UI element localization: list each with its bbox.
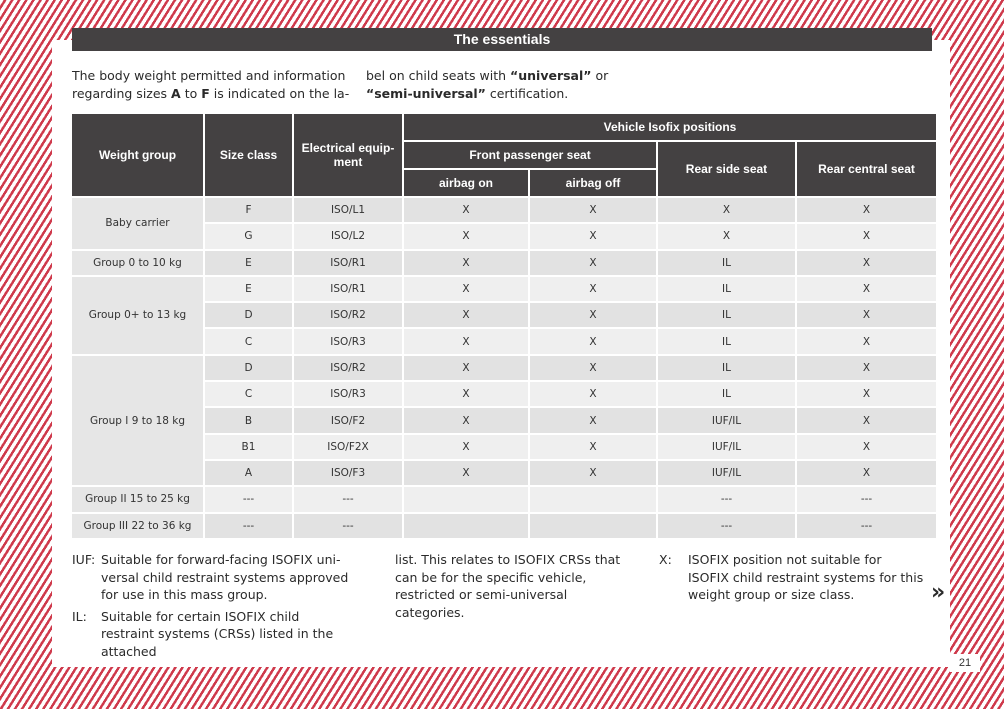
table-body bbox=[72, 198, 936, 540]
airbag-off-cell: X bbox=[530, 461, 656, 487]
airbag-on-cell bbox=[404, 514, 528, 540]
intro-bold-semi-universal: “semi-universal” bbox=[366, 85, 486, 101]
rear-central-cell: X bbox=[797, 224, 936, 250]
rear-central-cell: X bbox=[797, 356, 936, 382]
airbag-on-cell: X bbox=[404, 251, 528, 277]
intro-bold-f: F bbox=[201, 85, 210, 101]
table-row bbox=[72, 251, 936, 277]
rear-central-cell: X bbox=[797, 198, 936, 224]
airbag-off-cell: X bbox=[530, 382, 656, 408]
intro-text: certification. bbox=[485, 85, 569, 101]
legend-text: Suitable for forward-facing ISOFIX uni-versal child restraint systems approved for use in this mass group. bbox=[101, 552, 349, 602]
header-weight-group: Weight group bbox=[72, 114, 203, 198]
rear-side-cell: --- bbox=[658, 514, 795, 540]
intro-text-right bbox=[366, 67, 646, 102]
page-number: 21 bbox=[950, 654, 980, 672]
airbag-on-cell: X bbox=[404, 435, 528, 461]
airbag-on-cell: X bbox=[404, 461, 528, 487]
legend-column-1 bbox=[72, 551, 352, 664]
header-airbag-on: airbag on bbox=[404, 170, 528, 198]
size-class-cell: --- bbox=[205, 487, 292, 513]
intro-text: bel on child seats with bbox=[366, 68, 511, 83]
header-electrical-equipment: Electrical equip-ment bbox=[294, 114, 402, 198]
rear-side-cell: IUF/IL bbox=[658, 461, 795, 487]
rear-central-cell: X bbox=[797, 461, 936, 487]
weight-group-cell: Group III 22 to 36 kg bbox=[72, 514, 203, 540]
legend-key: X: bbox=[659, 552, 672, 567]
equipment-cell: ISO/L2 bbox=[294, 224, 402, 250]
airbag-off-cell: X bbox=[530, 224, 656, 250]
airbag-off-cell: X bbox=[530, 277, 656, 303]
rear-side-cell: IUF/IL bbox=[658, 408, 795, 434]
isofix-table bbox=[70, 114, 938, 540]
rear-side-cell: IL bbox=[658, 303, 795, 329]
size-class-cell: F bbox=[205, 198, 292, 224]
airbag-on-cell bbox=[404, 487, 528, 513]
rear-central-cell: X bbox=[797, 382, 936, 408]
airbag-on-cell: X bbox=[404, 224, 528, 250]
equipment-cell: ISO/L1 bbox=[294, 198, 402, 224]
rear-side-cell: X bbox=[658, 198, 795, 224]
intro-text: or bbox=[591, 68, 609, 83]
rear-side-cell: IL bbox=[658, 277, 795, 303]
weight-group-cell: Group II 15 to 25 kg bbox=[72, 487, 203, 513]
airbag-off-cell: X bbox=[530, 356, 656, 382]
intro-bold-a: A bbox=[171, 85, 181, 101]
intro-text-left bbox=[72, 67, 352, 102]
size-class-cell: E bbox=[205, 251, 292, 277]
table-row bbox=[72, 277, 936, 303]
next-page-arrow-icon[interactable]: » bbox=[931, 580, 946, 605]
equipment-cell: ISO/F2 bbox=[294, 408, 402, 434]
equipment-cell: ISO/R3 bbox=[294, 329, 402, 355]
legend-item-iuf bbox=[72, 551, 352, 604]
rear-central-cell: X bbox=[797, 408, 936, 434]
airbag-on-cell: X bbox=[404, 356, 528, 382]
airbag-off-cell bbox=[530, 514, 656, 540]
size-class-cell: D bbox=[205, 303, 292, 329]
equipment-cell: ISO/R3 bbox=[294, 382, 402, 408]
header-rear-side-seat: Rear side seat bbox=[658, 142, 795, 198]
intro-text: The body weight permitted and information regarding sizes bbox=[72, 68, 346, 101]
size-class-cell: E bbox=[205, 277, 292, 303]
rear-side-cell: X bbox=[658, 224, 795, 250]
legend-item-il-continued bbox=[395, 551, 640, 621]
rear-central-cell: X bbox=[797, 303, 936, 329]
header-front-passenger-seat: Front passenger seat bbox=[404, 142, 656, 170]
airbag-on-cell: X bbox=[404, 303, 528, 329]
size-class-cell: B1 bbox=[205, 435, 292, 461]
airbag-on-cell: X bbox=[404, 198, 528, 224]
size-class-cell: C bbox=[205, 329, 292, 355]
airbag-off-cell: X bbox=[530, 303, 656, 329]
size-class-cell: A bbox=[205, 461, 292, 487]
header-size-class: Size class bbox=[205, 114, 292, 198]
header-vehicle-isofix-positions: Vehicle Isofix positions bbox=[404, 114, 936, 142]
rear-central-cell: --- bbox=[797, 514, 936, 540]
rear-side-cell: IUF/IL bbox=[658, 435, 795, 461]
airbag-off-cell: X bbox=[530, 251, 656, 277]
table-row bbox=[72, 487, 936, 513]
table-row bbox=[72, 356, 936, 382]
intro-text: to bbox=[180, 85, 202, 101]
equipment-cell: ISO/R1 bbox=[294, 251, 402, 277]
header-rear-central-seat: Rear central seat bbox=[797, 142, 936, 198]
equipment-cell: ISO/R1 bbox=[294, 277, 402, 303]
airbag-off-cell: X bbox=[530, 408, 656, 434]
equipment-cell: ISO/R2 bbox=[294, 303, 402, 329]
airbag-on-cell: X bbox=[404, 408, 528, 434]
rear-side-cell: --- bbox=[658, 487, 795, 513]
airbag-off-cell: X bbox=[530, 435, 656, 461]
rear-central-cell: X bbox=[797, 329, 936, 355]
airbag-on-cell: X bbox=[404, 277, 528, 303]
rear-central-cell: X bbox=[797, 251, 936, 277]
rear-side-cell: IL bbox=[658, 251, 795, 277]
section-title: The essentials bbox=[72, 28, 932, 51]
equipment-cell: ISO/F2X bbox=[294, 435, 402, 461]
airbag-on-cell: X bbox=[404, 382, 528, 408]
weight-group-cell: Baby carrier bbox=[72, 198, 203, 251]
intro-bold-universal: “universal” bbox=[510, 68, 592, 83]
size-class-cell: D bbox=[205, 356, 292, 382]
equipment-cell: ISO/F3 bbox=[294, 461, 402, 487]
weight-group-cell: Group I 9 to 18 kg bbox=[72, 356, 203, 487]
rear-central-cell: X bbox=[797, 435, 936, 461]
rear-central-cell: X bbox=[797, 277, 936, 303]
legend-key: IL: bbox=[72, 608, 87, 624]
legend-item-x bbox=[659, 551, 924, 604]
airbag-off-cell: X bbox=[530, 198, 656, 224]
rear-central-cell: --- bbox=[797, 487, 936, 513]
legend-text: Suitable for certain ISOFIX child restraint systems (CRSs) listed in the attached bbox=[101, 608, 334, 659]
legend-text: list. This relates to ISOFIX CRSs that can be for the specific vehicle, restricted or semi-universal categories. bbox=[395, 552, 621, 620]
header-airbag-off: airbag off bbox=[530, 170, 656, 198]
airbag-on-cell: X bbox=[404, 329, 528, 355]
size-class-cell: B bbox=[205, 408, 292, 434]
weight-group-cell: Group 0 to 10 kg bbox=[72, 251, 203, 277]
weight-group-cell: Group 0+ to 13 kg bbox=[72, 277, 203, 356]
legend-item-il bbox=[72, 608, 352, 661]
size-class-cell: --- bbox=[205, 514, 292, 540]
equipment-cell: --- bbox=[294, 487, 402, 513]
size-class-cell: C bbox=[205, 382, 292, 408]
airbag-off-cell bbox=[530, 487, 656, 513]
table-row bbox=[72, 514, 936, 540]
legend-column-3 bbox=[659, 551, 924, 608]
rear-side-cell: IL bbox=[658, 382, 795, 408]
equipment-cell: ISO/R2 bbox=[294, 356, 402, 382]
table-row bbox=[72, 198, 936, 224]
intro-text: is indicated on the la- bbox=[209, 85, 350, 101]
equipment-cell: --- bbox=[294, 514, 402, 540]
legend-column-2 bbox=[395, 551, 640, 625]
legend-text: ISOFIX position not suitable for ISOFIX child restraint systems for this weight group or size class. bbox=[688, 552, 924, 602]
rear-side-cell: IL bbox=[658, 329, 795, 355]
airbag-off-cell: X bbox=[530, 329, 656, 355]
legend-key: IUF: bbox=[72, 552, 96, 567]
size-class-cell: G bbox=[205, 224, 292, 250]
rear-side-cell: IL bbox=[658, 356, 795, 382]
